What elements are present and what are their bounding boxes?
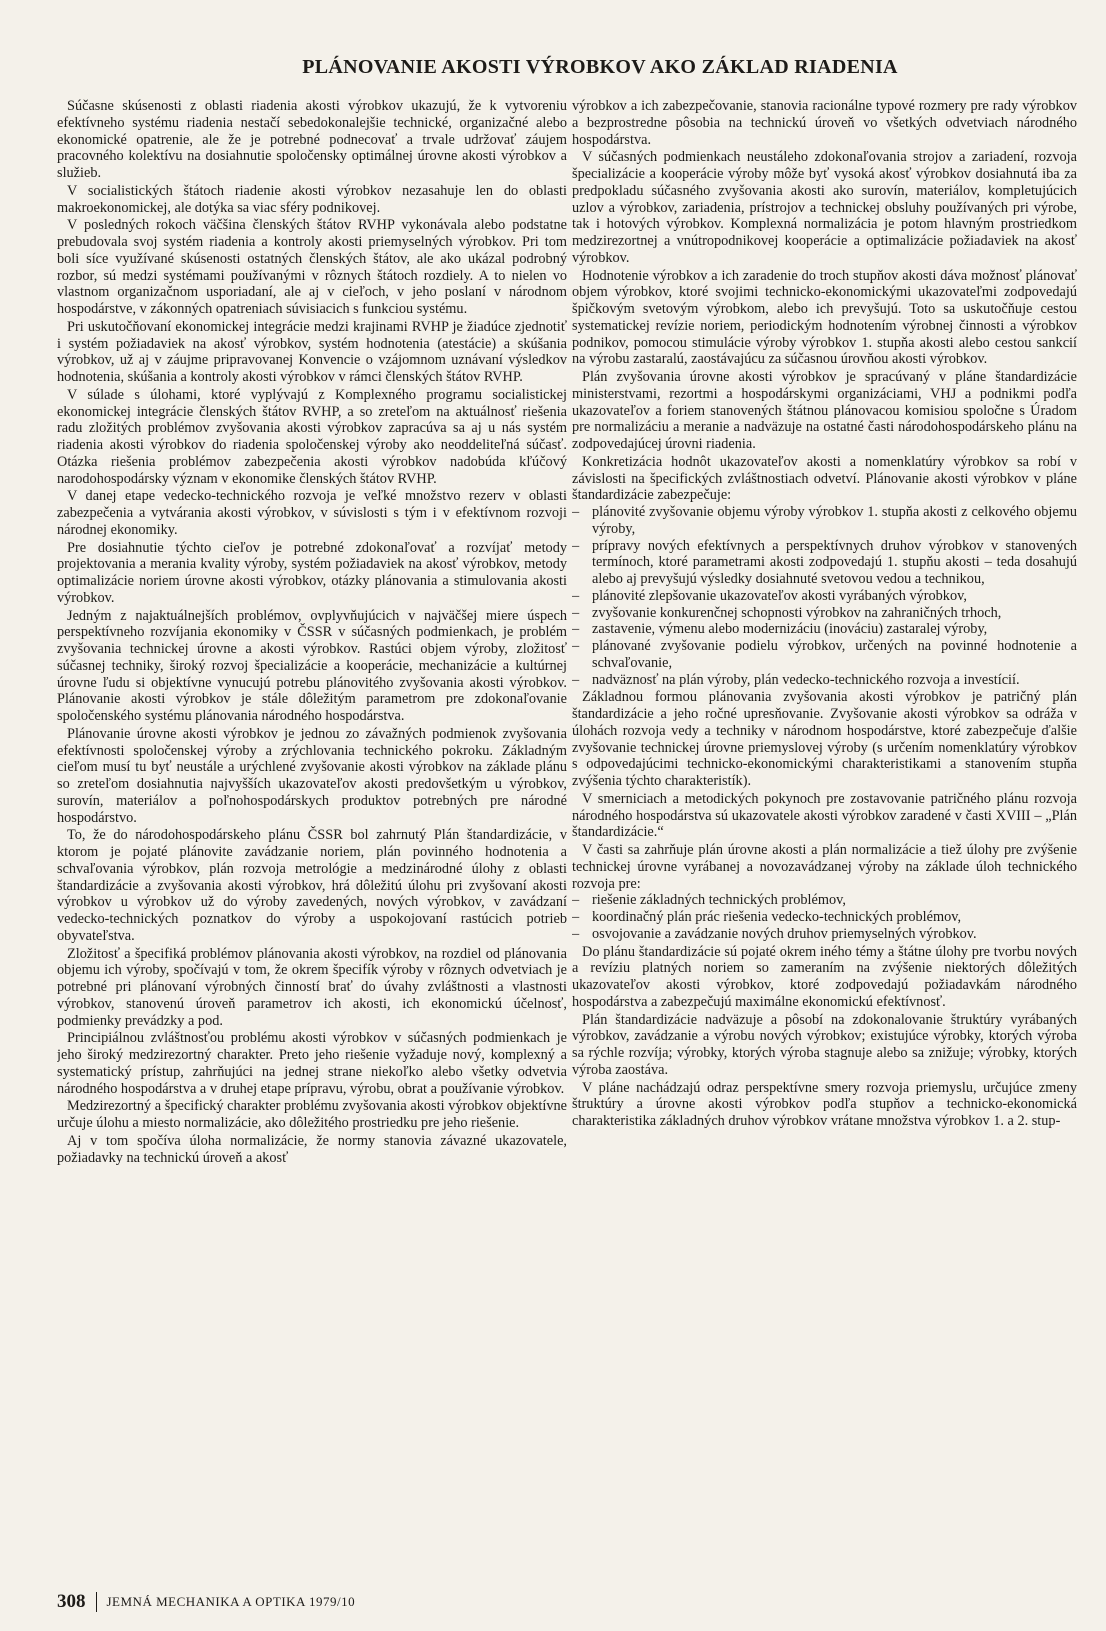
list-item: – osvojovanie a zavádzanie nových druhov priemyselných výrobkov. — [572, 926, 1077, 943]
paragraph: V posledných rokoch väčšina členských štátov RVHP vykonávala alebo podstatne prebudovala svoj systém riadenia a kontroly akosti priemyselných výrobkov. Pri tom boli síce využívané skúsenosti ostatných členských štátov, ale ako ukázal podrobný rozbor, sú medzi systémami používanými v rôznych štátoch rozdiely. A to nielen vo vlastnom organizačnom usporiadaní, ale aj v cieľoch, v jeho poslaní v národnom hospodárstve, v zákonných opatreniach súvisiacich s funkciou systému. — [57, 217, 567, 317]
article-title: PLÁNOVANIE AKOSTI VÝROBKOV AKO ZÁKLAD RIADENIA — [302, 56, 898, 78]
paragraph: Hodnotenie výrobkov a ich zaradenie do troch stupňov akosti dáva možnosť plánovať objem výrobkov, ktoré svojimi technicko-ekonomickými ukazovateľmi zodpovedajú špičkovým svetovým výrobkom, alebo ich prevyšujú. Toto sa uskutočňuje cestou systematickej revízie noriem, periodickým hodnotením výrobnej činnosti a výrobkov podnikov, pomocou stimulácie výroby výrobkov 1. stupňa akosti alebo cestou sankcií na výrobu zastaralú, zaostávajúcu za súčasnou úrovňou akosti výrobkov. — [572, 267, 1077, 368]
paragraph: Aj v tom spočíva úloha normalizácie, že normy stanovia závazné ukazovatele, požiadavky na technickú úroveň a akosť — [57, 1132, 567, 1166]
paragraph: Zložitosť a špecifiká problémov plánovania akosti výrobkov, na rozdiel od plánovania objemu ich výroby, spočívajú v tom, že okrem špecifík výroby v rôznych odvetviach je potrebné pri plánovaní výrobných činností brať do úvahy zvláštnosti a vlastnosti výrobkov, stanovenú úroveň parametrov ich akosti, ich ekonomickú účelnosť, podmienky prevádzky a pod. — [57, 945, 567, 1029]
paragraph: Plán štandardizácie nadväzuje a pôsobí na zdokonalovanie štruktúry vyrábaných výrobkov, zavádzanie a výrobu nových výrobkov; existujúce výrobky, ktorých výroba sa rýchle rozvíja; výrobky, ktorých výroba stagnuje alebo sa znižuje; výrobky, ktorých výroba zaostáva. — [572, 1011, 1077, 1078]
list-item: – plánované zvyšovanie podielu výrobkov, určených na povinné hodnotenie a schvaľovanie, — [572, 638, 1077, 672]
page-footer — [57, 1591, 355, 1613]
paragraph: V danej etape vedecko-technického rozvoja je veľké množstvo rezerv v oblasti zabezpečenia a vytvárania akosti výrobkov, v súvislosti s tým i v efektívnom rozvoji národnej ekonomiky. — [57, 488, 567, 538]
paragraph: Jedným z najaktuálnejších problémov, ovplyvňujúcich v najväčšej miere úspech perspektívneho rozvíjania ekonomiky v ČSSR v súčasných podmienkach, je problém zvyšovania technickej úrovne a akosti výrobkov. Rastúci objem výroby, zložitosť súčasnej techniky, široký rozvoj špecializácie a kooperácie, mechanizácie a kultúrnej úrovne ľudu si objektívne vynucujú potrebu plánovitého zvyšovania akosti výrobkov. Plánovanie akosti výrobkov je stále dôležitým parametrom pre zdokonaľovanie spoločenského systému plánovania národného hospodárstva. — [57, 607, 567, 724]
footer-divider — [96, 1592, 97, 1612]
paragraph: Súčasne skúsenosti z oblasti riadenia akosti výrobkov ukazujú, že k vytvoreniu efektívneho systému riadenia nestačí sebedokonalejšie technické, organizačné alebo ekonomické opatrenie, ale že je potrebné podnecovať a trvale udržovať záujem pracovného kolektívu na dosiahnutie spoločensky optimálnej úrovne akosti výrobkov a služieb. — [57, 98, 567, 181]
paragraph: V socialistických štátoch riadenie akosti výrobkov nezasahuje len do oblasti makroekonomickej, ale dotýka sa viac sféry podnikovej. — [57, 182, 567, 216]
list-item: – prípravy nových efektívnych a perspektívnych druhov výrobkov v stanovených termínoch, ktoré parametrami akosti zodpovedajú 1. stupňu akosti – teda dosahujú alebo aj prevyšujú výsledky dosiahnuté svetovou vedou a technikou, — [572, 538, 1077, 588]
paragraph: To, že do národohospodárskeho plánu ČSSR bol zahrnutý Plán štandardizácie, v ktorom je pojaté plánovite zavádzanie noriem, plán povinného hodnotenia a schvaľovania výrobkov, plán rozvoja metrológie a medzinárodné úlohy z oblasti štandardizácie a zvyšovania akosti výrobkov, hrá dôležitú úlohu pri zvyšovaní akosti výrobkov u výrobkov už do výroby zavedených, nových výrobkov, v zavádzaní vedecko-technických poznatkov do výroby a uspokojovaní rastúcich potrieb obyvateľstva. — [57, 827, 567, 944]
paragraph: Plánovanie úrovne akosti výrobkov je jednou zo závažných podmienok zvyšovania efektívnosti spoločenskej výroby a zrýchlovania technického pokroku. Základným cieľom musí tu byť neustále a urýchlené zvyšovanie akosti výrobkov na základe plánu so zreteľom dosiahnutia najvyšších ukazovateľov akosti predovšetkým u výrobkov, surovín, materiálov a poľnohospodárskych produktov potrebných pre národné hospodárstvo. — [57, 725, 567, 826]
list-item: – koordinačný plán prác riešenia vedecko-technických problémov, — [572, 909, 1077, 926]
left-column — [57, 98, 567, 1578]
paragraph: Medzirezortný a špecifický charakter problému zvyšovania akosti výrobkov objektívne určuje úlohu a miesto normalizácie, ako dôležitého prostriedku pre jeho riešenie. — [57, 1098, 567, 1131]
page-number: 308 — [57, 1591, 86, 1612]
journal-name: JEMNÁ MECHANIKA A OPTIKA 1979/10 — [106, 1594, 356, 1609]
list-item: – plánovité zlepšovanie ukazovateľov akosti vyrábaných výrobkov, — [572, 588, 1077, 605]
paragraph: Pri uskutočňovaní ekonomickej integrácie medzi krajinami RVHP je žiadúce zjednotiť i systém požiadaviek na akosť výrobkov, systém hodnotenia (atestácie) a skúšania výrobkov, už aj v záujme pripravovanej Konvencie o vzájomnom uznávaní výsledkov hodnotenia, skúšania a kontroly akosti výrobkov v rámci členských štátov RVHP. — [57, 318, 567, 385]
paragraph: výrobkov a ich zabezpečovanie, stanovia racionálne typové rozmery pre rady výrobkov a bezprostredne pôsobia na technickú úroveň vo všetkých odvetviach národného hospodárstva. — [572, 98, 1077, 148]
right-column — [572, 98, 1077, 1578]
list-item: – plánovité zvyšovanie objemu výroby výrobkov 1. stupňa akosti z celkového objemu výroby, — [572, 504, 1077, 538]
paragraph: Základnou formou plánovania zvyšovania akosti výrobkov je patričný plán štandardizácie a jeho ročné upresňovanie. Zvyšovanie akosti výrobkov sa odráža v úlohách rozvoja vedy a techniky v národnom hospodárstve, ktoré zabezpečuje ďalšie zvyšovanie technickej úrovne priemyslovej výroby (s určením nomenklatúry výrobkov s odpovedajúcimi technicko-ekonomickými charakteristikami a stanovením stupňa zvýšenia týchto charakteristík). — [572, 689, 1077, 789]
paragraph: Do plánu štandardizácie sú pojaté okrem iného témy a štátne úlohy pre tvorbu nových a revíziu platných noriem so zameraním na zvýšenie niektorých dôležitých ukazovateľov akosti výrobkov, ktoré zodpovedajú požiadavkám národného hospodárstva a zabezpečujú maximálne ekonomickú efektívnosť. — [572, 943, 1077, 1010]
paragraph: V súčasných podmienkach neustáleho zdokonaľovania strojov a zariadení, rozvoja špecializácie a kooperácie výroby môže byť vysoká akosť výrobkov dosiahnutá iba za predpokladu súčasného zvyšovania akosti ako surovín, materiálov, kompletujúcich uzlov a výrobkov, zariadenia, prístrojov a technickej obsluhy používaných pri výrobe, tak i hotových výrobkov. Komplexná normalizácia je potom hlavným prostriedkom medzirezortnej a vnútropodnikovej kooperácie a optimalizácie požiadaviek na akosť výrobkov. — [572, 149, 1077, 266]
paragraph: Konkretizácia hodnôt ukazovateľov akosti a nomenklatúry výrobkov sa robí v závislosti na špecifických zvláštnostiach odvetví. Plánovanie akosti výrobkov v pláne štandardizácie zabezpečuje: — [572, 453, 1077, 504]
list-item: – zvyšovanie konkurenčnej schopnosti výrobkov na zahraničných trhoch, — [572, 605, 1077, 622]
paragraph: V pláne nachádzajú odraz perspektívne smery rozvoja priemyslu, určujúce zmeny štruktúry a úrovne akosti výrobkov podľa stupňov a technicko-ekonomická charakteristika základných druhov výrobkov vrátane množstva výrobkov 1. a 2. stup- — [572, 1079, 1077, 1129]
list-item: – riešenie základných technických problémov, — [572, 892, 1077, 909]
list-item: – nadväznosť na plán výroby, plán vedecko-technického rozvoja a investícií. — [572, 672, 1077, 689]
paragraph: Plán zvyšovania úrovne akosti výrobkov je spracúvaný v pláne štandardizácie ministerstvami, rezortmi a hospodárskymi organizáciami, VHJ a podnikmi podľa ukazovateľov a foriem stanovených štátnou plánovacou komisiou spoločne s Úradom pre normalizáciu a meranie a nadväzuje na ostatné časti národohospodárskeho plánu na zodpovedajúcej úrovni riadenia. — [572, 369, 1077, 452]
paragraph: Pre dosiahnutie týchto cieľov je potrebné zdokonaľovať a rozvíjať metody projektovania a merania kvality výroby, systém požiadaviek na akosť výrobkov, metody optimalizácie noriem úrovne akosti výrobkov, otázky plánovania a stimulovania akosti výrobkov. — [57, 539, 567, 606]
paragraph: V smerniciach a metodických pokynoch pre zostavovanie patričného plánu rozvoja národného hospodárstva sú ukazovatele akosti výrobkov zaradené v časti XVIII – „Plán štandardizácie.“ — [572, 790, 1077, 841]
paragraph: Principiálnou zvláštnosťou problému akosti výrobkov v súčasných podmienkach je jeho široký medzirezortný charakter. Preto jeho riešenie vyžaduje nový, komplexný a systematický prístup, zahrňujúci na jednej strane niekoľko alebo všetky odvetvia národného hospodárstva a v druhej etape prípravu, výrobu, obrat a používanie výrobkov. — [57, 1030, 567, 1097]
paragraph: V súlade s úlohami, ktoré vyplývajú z Komplexného programu socialistickej ekonomickej integrácie členských štátov RVHP, a so zreteľom na aktuálnosť riešenia radu zložitých problémov zvyšovania akosti výrobkov zapracúva sa aj u nás systém riadenia akosti výrobkov do riadenia spoločenskej výroby ako neoddeliteľná súčasť. Otázka riešenia problémov zabezpečenia akosti výrobkov nadobúda kľúčový narodohospodársky význam v ekonomike členských štátov RVHP. — [57, 386, 567, 487]
list-item: – zastavenie, výmenu alebo modernizáciu (inováciu) zastaralej výroby, — [572, 621, 1077, 638]
paragraph: V časti sa zahrňuje plán úrovne akosti a plán normalizácie a tiež úlohy pre zvýšenie technickej úrovne vyrábanej a novozavádzanej výroby na základe úloh technického rozvoja pre: — [572, 842, 1077, 892]
